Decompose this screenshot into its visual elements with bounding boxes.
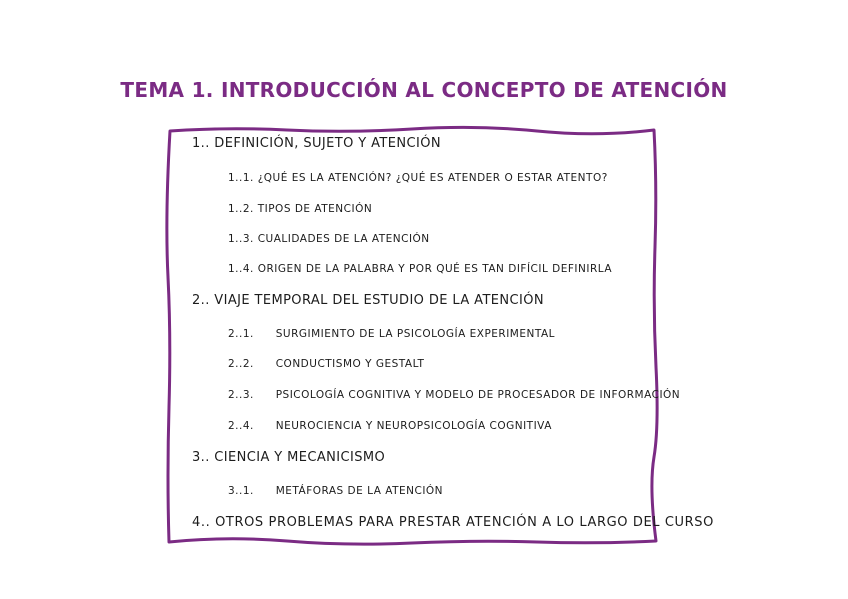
- subsection-2-2[interactable]: [228, 358, 424, 370]
- subsection-2-1[interactable]: [228, 328, 555, 340]
- section-label: OTROS PROBLEMAS PARA PRESTAR ATENCIÓN A LO LARGO DEL CURSO: [215, 515, 714, 530]
- subsection-label: ORIGEN DE LA PALABRA Y POR QUÉ ES TAN DIFÍCIL DEFINIRLA: [257, 263, 613, 275]
- section-number: 1..: [192, 136, 210, 151]
- page-title: TEMA 1. INTRODUCCIÓN AL CONCEPTO DE ATENCIÓN: [120, 78, 728, 102]
- subsection-label: METÁFORAS DE LA ATENCIÓN: [275, 485, 444, 497]
- section-2[interactable]: [192, 293, 544, 308]
- subsection-number: 2..2.: [228, 358, 254, 370]
- subsection-label: CONDUCTISMO Y GESTALT: [275, 358, 425, 370]
- section-label: DEFINICIÓN, SUJETO Y ATENCIÓN: [214, 136, 441, 151]
- section-label: VIAJE TEMPORAL DEL ESTUDIO DE LA ATENCIÓN: [214, 293, 544, 308]
- subsection-2-3[interactable]: [228, 389, 680, 401]
- subsection-label: SURGIMIENTO DE LA PSICOLOGÍA EXPERIMENTAL: [275, 328, 555, 340]
- subsection-number: 2..3.: [228, 389, 254, 401]
- subsection-number: 2..1.: [228, 328, 254, 340]
- subsection-label: TIPOS DE ATENCIÓN: [257, 203, 373, 215]
- section-4[interactable]: [192, 515, 714, 530]
- subsection-number: 1..3.: [228, 233, 254, 245]
- subsection-1-4[interactable]: [228, 263, 612, 275]
- subsection-label: PSICOLOGÍA COGNITIVA Y MODELO DE PROCESADOR DE INFORMACIÓN: [275, 389, 681, 401]
- subsection-label: ¿QUÉ ES LA ATENCIÓN? ¿QUÉ ES ATENDER O ESTAR ATENTO?: [257, 172, 608, 184]
- subsection-1-3[interactable]: [228, 233, 430, 245]
- subsection-label: CUALIDADES DE LA ATENCIÓN: [257, 233, 430, 245]
- subsection-3-1[interactable]: [228, 485, 443, 497]
- section-number: 4..: [192, 515, 211, 530]
- section-number: 2..: [192, 293, 210, 308]
- subsection-number: 1..4.: [228, 263, 254, 275]
- section-number: 3..: [192, 450, 210, 465]
- section-label: CIENCIA Y MECANICISMO: [214, 450, 386, 465]
- section-3[interactable]: [192, 450, 385, 465]
- subsection-label: NEUROCIENCIA Y NEUROPSICOLOGÍA COGNITIVA: [275, 420, 552, 432]
- section-1[interactable]: [192, 136, 441, 151]
- subsection-2-4[interactable]: [228, 420, 552, 432]
- subsection-1-1[interactable]: [228, 172, 608, 184]
- subsection-number: 1..1.: [228, 172, 254, 184]
- subsection-number: 1..2.: [228, 203, 254, 215]
- subsection-number: 2..4.: [228, 420, 254, 432]
- subsection-1-2[interactable]: [228, 203, 372, 215]
- subsection-number: 3..1.: [228, 485, 254, 497]
